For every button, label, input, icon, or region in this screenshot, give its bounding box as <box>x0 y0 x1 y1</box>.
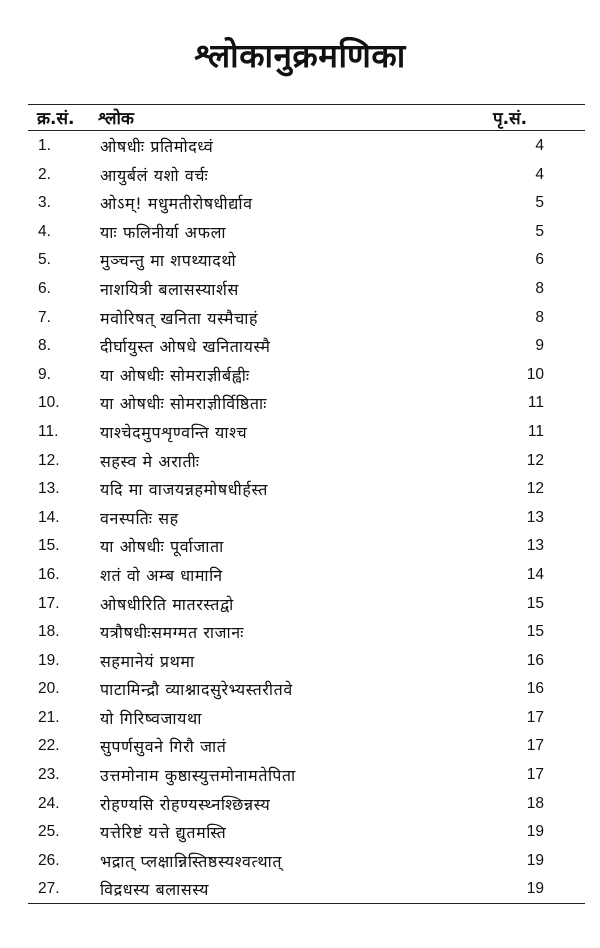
row-page-number: 5 <box>535 194 544 212</box>
table-row <box>0 189 600 218</box>
row-shloka: सहस्व मे अरातीः <box>100 451 200 471</box>
table-row <box>0 246 600 275</box>
row-page-number: 13 <box>526 537 544 555</box>
row-shloka: ओषधीः प्रतिमोदध्वं <box>100 137 214 156</box>
row-number: 3. <box>38 194 51 212</box>
table-row <box>0 790 600 819</box>
row-number: 12. <box>38 451 60 469</box>
row-page-number: 17 <box>526 766 544 784</box>
row-shloka: मवोरिषत् खनिता यस्मैचाहं <box>100 308 259 328</box>
row-number: 8. <box>38 337 51 355</box>
row-page-number: 16 <box>526 680 544 698</box>
row-shloka: या ओषधीः सोमराज्ञीर्बह्वीः <box>100 365 250 385</box>
row-shloka: याश्चेदमुपशृण्वन्ति याश्च <box>100 422 248 442</box>
row-number: 14. <box>38 508 60 526</box>
row-page-number: 10 <box>526 365 544 383</box>
table-row <box>0 389 600 418</box>
row-page-number: 19 <box>526 880 544 898</box>
table-row <box>0 218 600 247</box>
table-row <box>0 361 600 390</box>
table-row <box>0 504 600 533</box>
table-row <box>0 304 600 333</box>
row-shloka: ओषधीरिति मातरस्तद्वो <box>100 594 234 614</box>
row-page-number: 12 <box>526 451 544 469</box>
row-page-number: 14 <box>526 565 544 583</box>
row-shloka: ओऽम्! मधुमतीरोषधीर्द्याव <box>100 194 253 214</box>
row-number: 16. <box>38 565 60 583</box>
table-row <box>0 590 600 619</box>
row-number: 19. <box>38 651 60 669</box>
row-page-number: 8 <box>535 279 544 297</box>
row-shloka: या ओषधीः सोमराज्ञीर्विष्ठिताः <box>100 394 267 414</box>
row-page-number: 19 <box>526 823 544 841</box>
row-page-number: 4 <box>535 165 544 183</box>
row-number: 11. <box>38 422 59 440</box>
row-shloka: यत्रौषधीःसमग्मत राजानः <box>100 623 244 643</box>
row-shloka: शतं वो अम्ब धामानि <box>100 565 223 585</box>
header-number: क्र.सं. <box>37 109 75 129</box>
row-number: 21. <box>38 708 60 726</box>
table-row <box>0 332 600 361</box>
row-shloka: सुपर्णसुवने गिरौ जातं <box>100 737 227 757</box>
row-page-number: 15 <box>526 594 544 612</box>
row-page-number: 15 <box>526 623 544 641</box>
table-row <box>0 875 600 904</box>
row-shloka: दीर्घायुस्त ओषधे खनितायस्मै <box>100 337 271 357</box>
row-number: 17. <box>38 594 60 612</box>
table-row <box>0 132 600 161</box>
row-page-number: 18 <box>526 794 544 812</box>
row-number: 13. <box>38 480 60 498</box>
row-number: 22. <box>38 737 60 755</box>
row-number: 18. <box>38 623 60 641</box>
table-row <box>0 818 600 847</box>
row-shloka: सहमानेयं प्रथमा <box>100 651 195 671</box>
row-shloka: विद्रधस्य बलासस्य <box>100 880 210 900</box>
row-number: 26. <box>38 851 60 869</box>
row-number: 23. <box>38 766 60 784</box>
table-row <box>0 647 600 676</box>
row-page-number: 11 <box>527 422 544 440</box>
row-number: 10. <box>38 394 60 412</box>
row-page-number: 11 <box>527 394 544 412</box>
row-number: 20. <box>38 680 60 698</box>
row-page-number: 17 <box>526 737 544 755</box>
table-row <box>0 704 600 733</box>
table-row <box>0 675 600 704</box>
row-page-number: 13 <box>526 508 544 526</box>
row-page-number: 9 <box>535 337 544 355</box>
row-page-number: 5 <box>535 222 544 240</box>
table-body <box>0 132 600 904</box>
row-page-number: 12 <box>526 480 544 498</box>
row-number: 9. <box>38 365 51 383</box>
page-title: श्लोकानुक्रमणिका <box>194 36 406 75</box>
row-shloka: यो गिरिष्वजायथा <box>100 708 202 728</box>
row-shloka: वनस्पतिः सह <box>100 508 179 528</box>
row-number: 15. <box>38 537 60 555</box>
row-page-number: 17 <box>526 708 544 726</box>
row-page-number: 4 <box>535 137 544 154</box>
row-page-number: 16 <box>526 651 544 669</box>
row-number: 4. <box>38 222 51 240</box>
table-header <box>0 104 600 130</box>
table-row <box>0 447 600 476</box>
row-shloka: यत्तेरिष्टं यत्ते द्युतमस्ति <box>100 823 227 843</box>
table-row <box>0 418 600 447</box>
table-row <box>0 275 600 304</box>
row-number: 6. <box>38 279 51 297</box>
row-number: 27. <box>38 880 60 898</box>
row-number: 2. <box>38 165 51 183</box>
row-page-number: 19 <box>526 851 544 869</box>
header-rule <box>28 130 585 131</box>
row-shloka: यदि मा वाजयन्नहमोषधीर्हस्त <box>100 480 268 500</box>
row-shloka: भद्रात् प्लक्षान्निस्तिष्ठस्यश्वत्थात् <box>100 851 283 871</box>
row-shloka: पाटामिन्द्रौ व्याश्नादसुरेभ्यस्तरीतवे <box>100 680 293 700</box>
table-row <box>0 161 600 190</box>
table-row <box>0 532 600 561</box>
row-shloka: नाशयित्री बलासस्यार्शस <box>100 279 239 299</box>
table-row <box>0 732 600 761</box>
header-shloka: श्लोक <box>98 109 134 129</box>
table-row <box>0 618 600 647</box>
row-shloka: या ओषधीः पूर्वाजाता <box>100 537 224 557</box>
header-page: पृ.सं. <box>493 109 528 129</box>
table-row <box>0 847 600 876</box>
table-row <box>0 561 600 590</box>
row-page-number: 8 <box>535 308 544 326</box>
row-number: 5. <box>38 251 51 269</box>
table-row <box>0 475 600 504</box>
bottom-rule <box>28 903 585 904</box>
row-number: 24. <box>38 794 60 812</box>
row-number: 1. <box>38 137 51 154</box>
row-shloka: उत्तमोनाम कुष्ठास्युत्तमोनामतेपिता <box>100 766 296 786</box>
table-row <box>0 761 600 790</box>
row-number: 7. <box>38 308 51 326</box>
row-page-number: 6 <box>535 251 544 269</box>
row-shloka: आयुर्बलं यशो वर्चः <box>100 165 209 185</box>
row-shloka: रोहण्यसि रोहण्यस्थ्नश्छिन्नस्य <box>100 794 271 814</box>
row-shloka: याः फलिनीर्या अफला <box>100 222 227 242</box>
row-shloka: मुञ्चन्तु मा शपथ्यादथो <box>100 251 237 271</box>
row-number: 25. <box>38 823 60 841</box>
